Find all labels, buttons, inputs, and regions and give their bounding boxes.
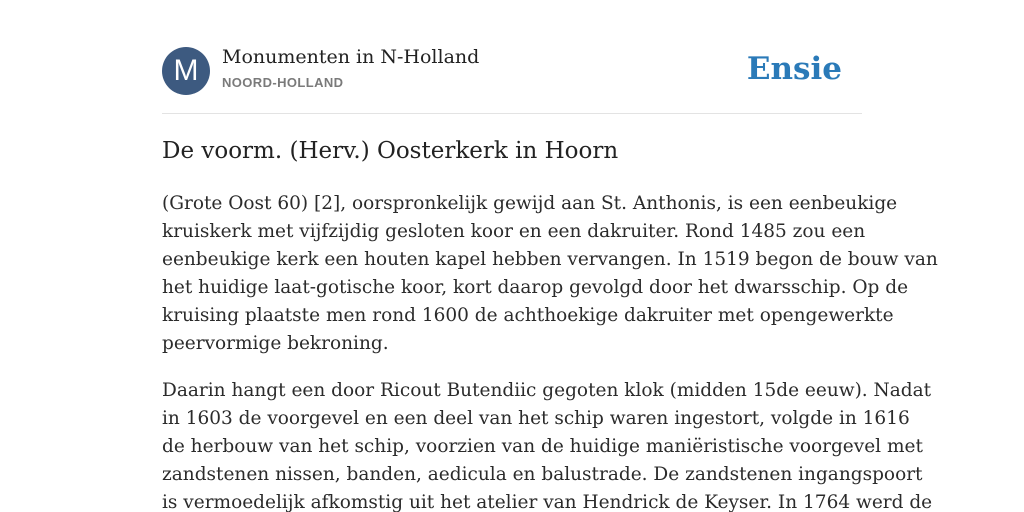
avatar[interactable]: M — [162, 47, 210, 95]
paragraph-line: eenbeukige kerk een houten kapel hebben vervangen. In 1519 begon de bouw van — [162, 249, 938, 270]
header-divider — [162, 113, 862, 114]
source-title-link[interactable]: Monumenten in N-Holland — [222, 46, 480, 68]
paragraph-line: Daarin hangt een door Ricout Butendiic gegoten klok (midden 15de eeuw). Nadat — [162, 380, 932, 401]
paragraph-line: is vermoedelijk afkomstig uit het atelier van Hendrick de Keyser. In 1764 werd de — [162, 492, 933, 512]
paragraph-line: (Grote Oost 60) [2], oorspronkelijk gewijd aan St. Anthonis, is een eenbeukige — [162, 193, 898, 214]
paragraph-line: kruising plaatste men rond 1600 de achthoekige dakruiter met opengewerkte — [162, 305, 894, 326]
article-title: De voorm. (Herv.) Oosterkerk in Hoorn — [162, 138, 619, 164]
paragraph-line: de herbouw van het schip, voorzien van de huidige maniëristische voorgevel met — [162, 436, 923, 457]
paragraph-line: kruiskerk met vijfzijdig gesloten koor en een dakruiter. Rond 1485 zou een — [162, 221, 866, 242]
source-category-label[interactable]: NOORD-HOLLAND — [222, 75, 344, 90]
source-header — [162, 46, 862, 96]
paragraph-line: zandstenen nissen, banden, aedicula en balustrade. De zandstenen ingangspoort — [162, 464, 923, 485]
paragraph-1 — [162, 190, 938, 358]
paragraph-line: peervormige bekroning. — [162, 333, 389, 354]
paragraph-line: in 1603 de voorgevel en een deel van het schip waren ingestort, volgde in 1616 — [162, 408, 910, 429]
brand-logo[interactable]: Ensie — [746, 51, 842, 87]
paragraph-2 — [162, 377, 933, 512]
paragraph-line: het huidige laat-gotische koor, kort daarop gevolgd door het dwarsschip. Op de — [162, 277, 909, 298]
